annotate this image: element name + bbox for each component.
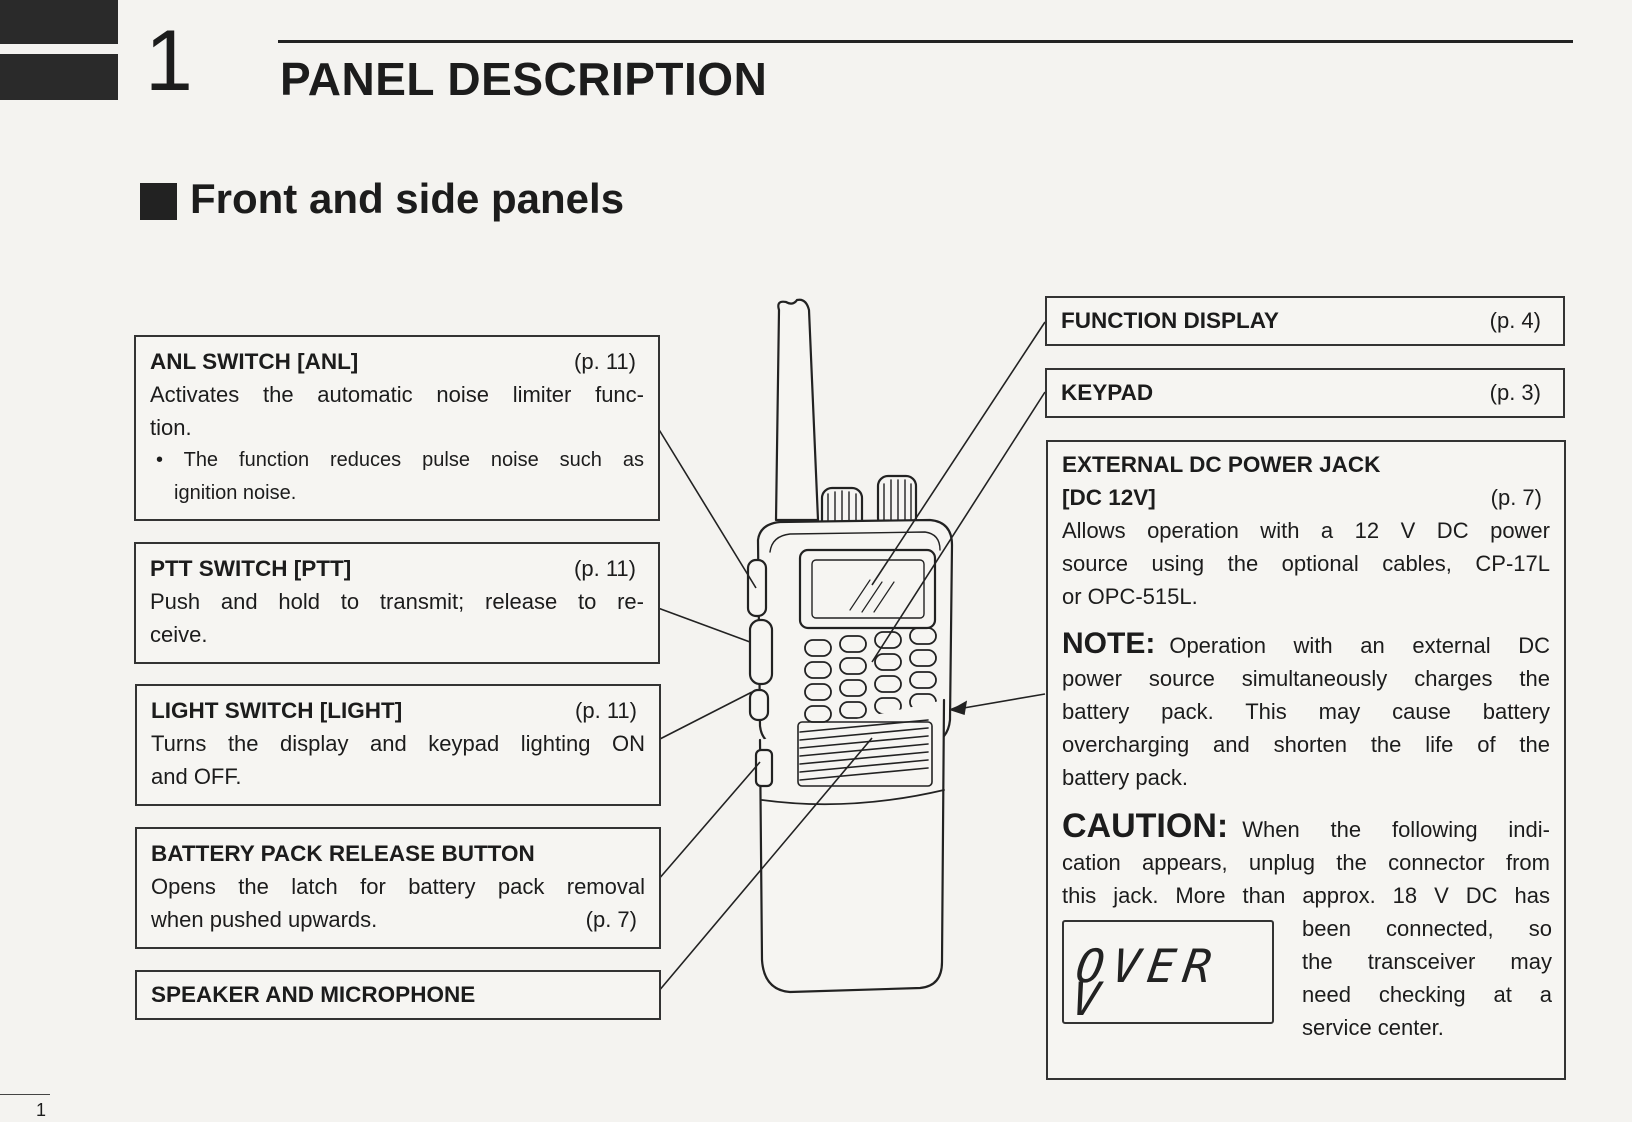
chapter-number: 1 — [145, 13, 191, 109]
note-label: NOTE: — [1062, 627, 1156, 660]
ptt-switch-heading: PTT SWITCH [PTT] — [150, 556, 352, 581]
ptt-switch-desc-line2: ceive. — [150, 622, 208, 647]
battery-release-heading: BATTERY PACK RELEASE BUTTON — [151, 841, 535, 866]
light-switch-desc-line2: and OFF. — [151, 764, 242, 789]
ptt-side-button-icon — [748, 560, 766, 616]
battery-release-desc-line1: Opens the latch for battery pack removal — [151, 874, 645, 899]
anl-switch-desc-line1: Activates the automatic noise limiter func- — [150, 382, 644, 407]
light-switch-desc-line1: Turns the display and keypad lighting ON — [151, 731, 645, 756]
anl-switch-heading: ANL SWITCH [ANL] — [150, 349, 359, 374]
note-line3: battery pack. This may cause battery — [1062, 699, 1550, 724]
footer-rule — [0, 1094, 50, 1095]
anl-switch-bullet-line1: • The function reduces pulse noise such as — [156, 449, 644, 471]
anl-switch-box — [134, 335, 660, 521]
caution-side-line3: need checking at a — [1302, 982, 1552, 1007]
light-switch-box — [135, 684, 661, 806]
note-first-line: Operation with an external DC — [1169, 633, 1550, 658]
note-line4: overcharging and shorten the life of the — [1062, 732, 1550, 757]
note-line5: battery pack. — [1062, 765, 1188, 790]
note-line2: power source simultaneously charges the — [1062, 666, 1550, 691]
over-voltage-lcd-text: OVER V — [1067, 939, 1223, 1026]
dc-jack-heading-line2: [DC 12V] — [1062, 485, 1156, 510]
anl-switch-page-ref: (p. 11) — [574, 349, 636, 374]
anl-switch-bullet-line2: ignition noise. — [174, 482, 297, 504]
function-display-icon — [800, 550, 935, 628]
over-voltage-lcd — [1062, 920, 1274, 1024]
caution-side-line4: service center. — [1302, 1015, 1444, 1040]
keypad-page-ref: (p. 3) — [1489, 380, 1541, 405]
section-title: Front and side panels — [190, 175, 625, 222]
caution-label: CAUTION: — [1062, 807, 1229, 845]
speaker-mic-box — [135, 970, 661, 1020]
function-display-page-ref: (p. 4) — [1489, 308, 1541, 333]
speaker-mic-heading: SPEAKER AND MICROPHONE — [151, 982, 476, 1007]
dc-jack-desc-line3: or OPC-515L. — [1062, 584, 1198, 609]
ptt-switch-page-ref: (p. 11) — [574, 556, 636, 581]
dc-jack-heading-line1: EXTERNAL DC POWER JACK — [1062, 452, 1381, 477]
ptt-switch-desc-line1: Push and hold to transmit; release to re- — [150, 589, 644, 614]
page-number: 1 — [36, 1100, 47, 1120]
battery-release-desc-line2: when pushed upwards. — [151, 907, 378, 932]
antenna-icon — [776, 300, 818, 520]
anl-switch-desc-line2: tion. — [150, 415, 192, 440]
keypad-heading: KEYPAD — [1061, 380, 1154, 405]
battery-release-page-ref: (p. 7) — [585, 907, 637, 932]
function-display-heading: FUNCTION DISPLAY — [1061, 308, 1279, 333]
caution-first-line: When the following indi- — [1242, 817, 1550, 842]
dc-jack-desc-line1: Allows operation with a 12 V DC power — [1062, 518, 1550, 543]
battery-release-box — [135, 827, 661, 949]
caution-side-line1: been connected, so — [1302, 916, 1552, 941]
keypad-box — [1045, 368, 1565, 418]
light-switch-heading: LIGHT SWITCH [LIGHT] — [151, 698, 403, 723]
battery-release-button-icon — [756, 750, 772, 786]
caution-line3: this jack. More than approx. 18 V DC has — [1062, 883, 1550, 908]
light-switch-page-ref: (p. 11) — [575, 698, 637, 723]
caution-side-line2: the transceiver may — [1302, 949, 1552, 974]
dc-jack-desc-line2: source using the optional cables, CP-17L — [1062, 551, 1550, 576]
chapter-title: PANEL DESCRIPTION — [280, 53, 768, 105]
function-display-box — [1045, 296, 1565, 346]
dc-jack-box — [1046, 440, 1566, 1080]
ptt-switch-box — [134, 542, 660, 664]
dc-jack-page-ref: (p. 7) — [1490, 485, 1542, 510]
caution-line2: cation appears, unplug the connector from — [1062, 850, 1550, 875]
